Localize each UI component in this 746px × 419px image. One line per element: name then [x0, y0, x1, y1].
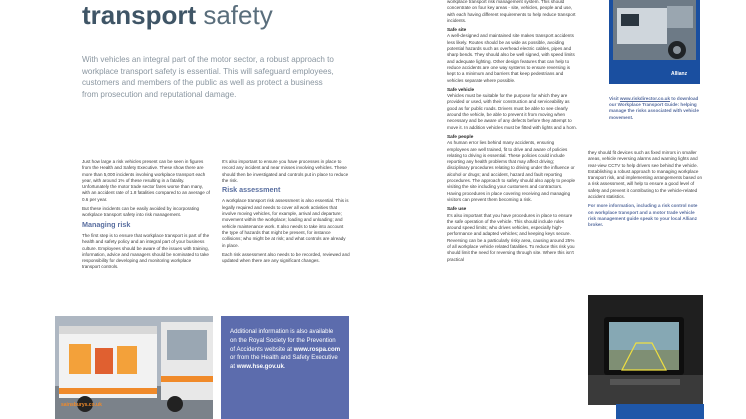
- paragraph: As human error lies behind many accidents, ensuring employees are well trained, fit to drive and aware of policies relating to driving is essential. These policies could include reporting any health problems that may affect driving; disciplinary procedures relating to driving under the influence or alcohol or drugs; and accident, hazard and fault reporting procedures. The approach to safety should also apply to people visiting the site including your customers and contractors. Having procedures in place covering receiving and managing visitors can prevent them becoming a risk.: [447, 140, 576, 202]
- section-heading: Safe vehicle: [447, 86, 475, 92]
- guide-cover-image: [609, 0, 700, 84]
- download-caption: Visit www.riskdirector.co.uk to download our Workplace Transport Guide: helping manage the risks associated with vehicle movement.: [609, 96, 699, 120]
- rospa-link[interactable]: www.rospa.com: [293, 345, 341, 353]
- column-1: [82, 159, 210, 274]
- paragraph: It's also important to ensure you have processes in place to record any incident and near misses involving vehicles. These should then be investigated and controls put in place to reduce the risk.: [222, 159, 349, 183]
- allianz-logo: Allianz: [671, 71, 688, 77]
- column-3: [447, 0, 577, 266]
- paragraph: A workplace transport risk assessment is also essential. This is legally required and needs to cover all work activities that involve moving vehicles, for example, arrival and departure; movement within the workplace; loading and unloading; and vehicle maintenance work. It also needs to take into account the type of hazards that might be present, for instance collisions; who might be at risk; and what controls are already in place.: [222, 198, 349, 248]
- paragraph: Each risk assessment also needs to be recorded, reviewed and updated when there are any significant changes.: [222, 251, 350, 264]
- intro-paragraph: With vehicles an integral part of the motor sector, a robust approach to workplace transport safety is essential. This will safeguard employees, customers and members of the public as well as protect a business from prosecution and reputational damage.: [82, 55, 334, 99]
- page-title: transport safety: [82, 0, 273, 30]
- hse-link[interactable]: www.hse.gov.uk: [236, 363, 284, 371]
- riskdirector-link[interactable]: www.riskdirector.co.uk: [619, 96, 671, 101]
- section-heading: Safe site: [447, 27, 467, 33]
- paragraph: But these incidents can be easily avoided by incorporating workplace transport safety into risk management.: [82, 206, 200, 218]
- footer-brand-bar: [616, 404, 704, 419]
- paragraph: A well-designed and maintained site makes transport accidents less likely. Routes should be as wide as possible, avoiding potential hazards such as overhead electric cables, pipes and sharp bends. They should also be well signed, with speed limits and adequate lighting. Other design features that can help to reduce accidents are one way systems to ensure reversing is kept to a minimum and barriers that keep pedestrians and vehicles separate where possible.: [447, 33, 575, 83]
- truck-photo: [55, 316, 213, 419]
- section-heading: Managing risk: [82, 219, 131, 229]
- reversing-camera-photo: [588, 295, 703, 405]
- paragraph: they should fit devices such as fixed mirrors in smaller areas, vehicle reversing alarms and warning lights and rear-view CCTV to help drivers see behind the vehicle. Establishing a robust approach to managing workplace transport risk, and implementing arrangements based on a risk assessment, will help to ensure a good level of safety and prevent it contributing to the vehicle-related accident statistics.: [588, 150, 702, 200]
- paragraph: workplace transport risk management system. This should concentrate on four key areas - site, vehicles, people and use, with each having different requirements to help reduce transport incidents.: [447, 0, 576, 23]
- section-heading: Safe people: [447, 133, 474, 139]
- paragraph: It's also important that you have procedures in place to ensure the safe operation of the vehicle. This should include rules around speed limits; who drives vehicles, especially high-performance and adapted vehicles; and keeping keys secure. Reversing can be a particularly risky area, causing around 25% of all workplace vehicle related fatalities. To reduce this risk you should limit the need for reversing through site. Where this isn't practical: [447, 212, 575, 262]
- section-heading: Safe use: [447, 206, 467, 212]
- paragraph: Vehicles must be suitable for the purpose for which they are provided or used, with their construction and serviceability as good as for public roads. Drivers must be able to see clearly around the vehicle, be able to prevent it from moving when necessary and be aware of any defects before they attempt to move it. In addition vehicles must be fitted with lights and a horn.: [447, 93, 577, 130]
- paragraph: The first step is to ensure that workplace transport is part of the health and safety policy and an integral part of your business culture. Employees should be aware of the issues with training, information, advice and managers should be nominated to take responsibility for developing and monitoring workplace transport controls.: [82, 232, 210, 270]
- info-box: Additional information is also available on the Royal Society for the Prevention of Accidents website at www.rospa.com or from the Health and Safety Executive at www.hse.gov.uk.: [221, 316, 349, 419]
- column-4: [588, 150, 703, 232]
- section-heading: Risk assessment: [222, 185, 281, 195]
- truck-label: sainsburys.co.uk: [61, 402, 102, 408]
- paragraph: Just how large a risk vehicles present can be seen in figures from the Health and Safety Executive. These show there are more than 5,000 incidents involving workplace transport each year, with around 1% of these resulting in a fatality. Unfortunately the motor trade sector fares worse than many, with an accident rate of 1.8 fatalities compared to an average of 0.6 per year.: [82, 159, 210, 202]
- more-info-paragraph: For more information, including a risk control note on workplace transport and a motor trade vehicle risk management guide speak to your local Allianz broker.: [588, 203, 698, 228]
- column-2: [222, 159, 350, 267]
